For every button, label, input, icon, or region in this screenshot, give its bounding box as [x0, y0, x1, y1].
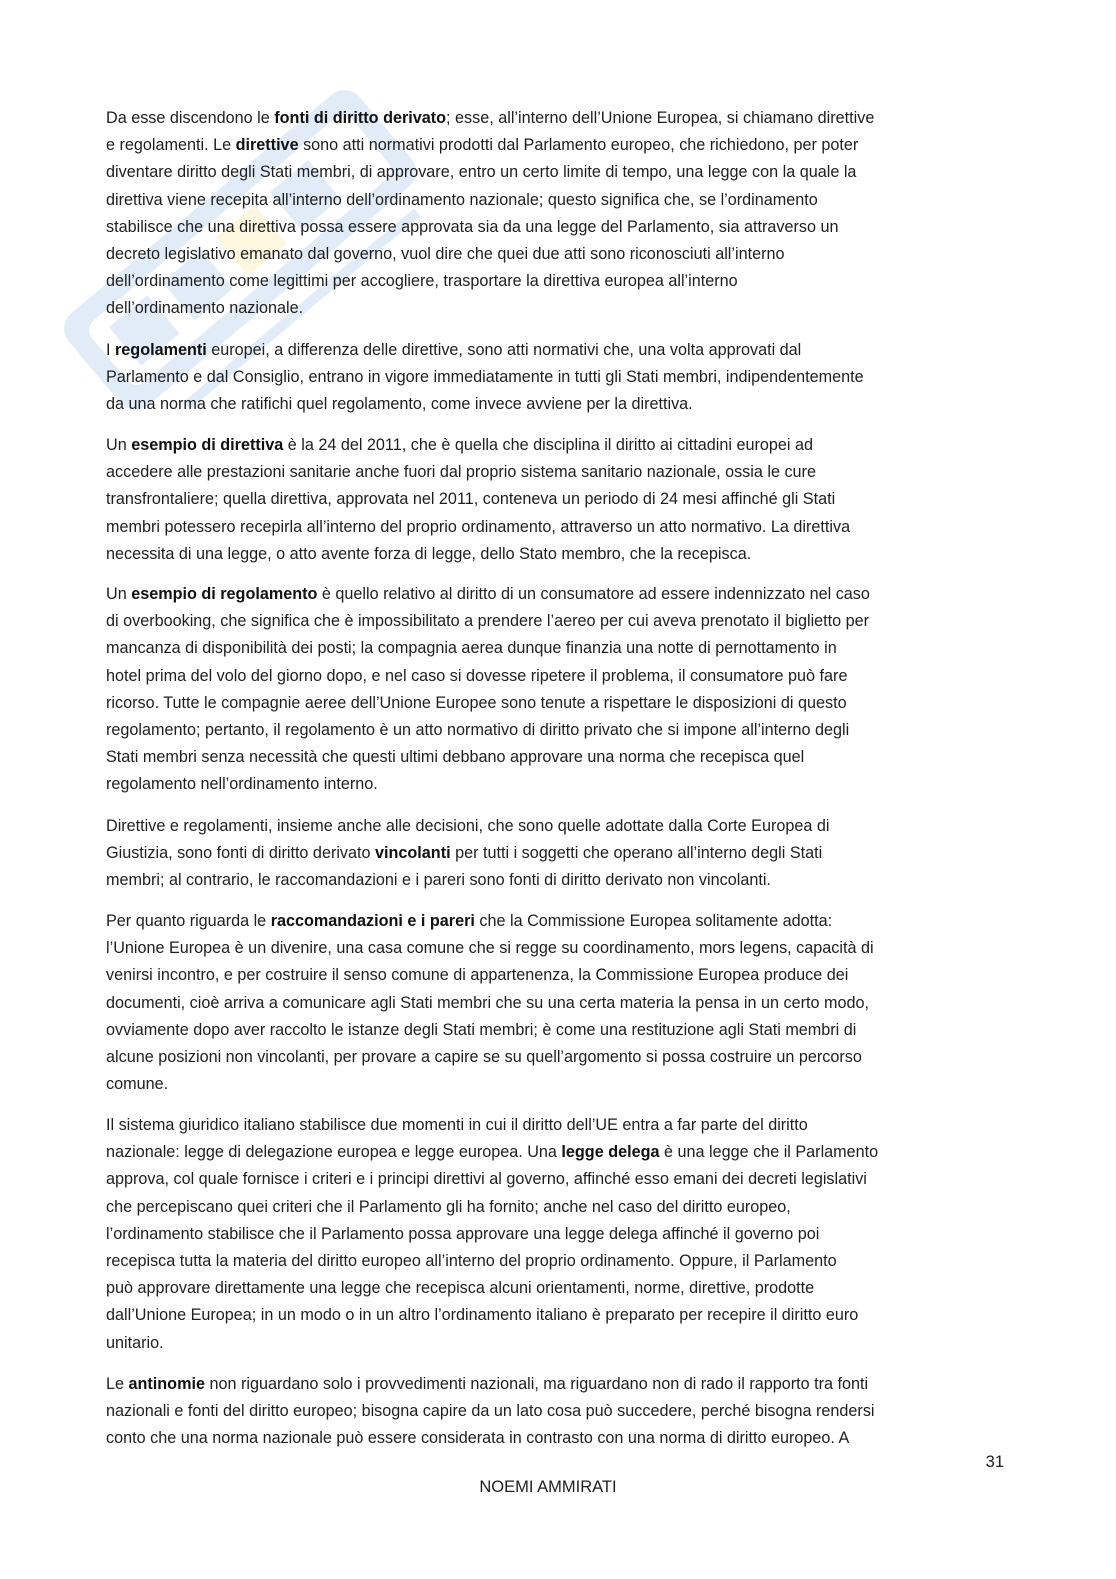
paragraph: [106, 337, 1006, 419]
text-run: Giustizia, sono fonti di diritto derivato: [106, 844, 376, 863]
text-line: [106, 1017, 1006, 1044]
text-line: [106, 1221, 1006, 1248]
paragraph: [106, 581, 1006, 799]
text-run: necessita di una legge, o atto avente forza di legge, dello Stato membro, che la recepisca.: [106, 544, 752, 563]
text-line: [106, 1371, 1006, 1398]
text-line: [106, 541, 1006, 568]
text-line: [106, 295, 1006, 322]
bold-term: raccomandazioni e i pareri: [270, 912, 475, 930]
text-line: [106, 1194, 1006, 1221]
text-run: che la Commissione Europea solitamente adotta:: [474, 912, 833, 930]
text-run: Direttive e regolamenti, insieme anche alle decisioni, che sono quelle adottate dalla Corte Europea di: [106, 817, 830, 835]
text-line: [106, 608, 1006, 635]
text-run: hotel prima del volo del giorno dopo, e nel caso si dovesse ripetere il problema, il consumatore può fare: [106, 666, 848, 685]
text-run: comune.: [106, 1075, 169, 1094]
bold-term: legge delega: [561, 1143, 660, 1162]
text-line: [106, 1112, 1006, 1139]
text-run: unitario.: [106, 1333, 164, 1352]
text-run: Parlamento e dal Consiglio, entrano in vigore immediatamente in tutti gli Stati membri, indipendentemente: [106, 368, 864, 387]
text-run: diventare diritto degli Stati membri, di approvare, entro un certo limite di tempo, una legge con la quale la: [106, 163, 857, 182]
text-run: dell’ordinamento come legittimi per accogliere, trasportare la direttiva europea all’interno: [106, 272, 738, 291]
text-line: [106, 771, 1006, 798]
paragraph: [106, 432, 1006, 568]
text-line: [106, 1275, 1006, 1302]
text-line: [106, 690, 1006, 717]
text-line: [106, 635, 1006, 662]
text-line: [106, 459, 1006, 486]
text-line: [106, 337, 1006, 364]
text-line: [106, 159, 1006, 186]
text-line: [106, 486, 1006, 513]
text-run: regolamento nell’ordinamento interno.: [106, 775, 378, 794]
text-run: decreto legislativo emanato dal governo, vuol dire che quei due atti sono riconosciuti all’interno: [106, 244, 785, 263]
text-run: transfrontaliere; quella direttiva, approvata nel 2011, conteneva un periodo di 24 mesi affinché gli Stati: [106, 490, 836, 509]
text-run: mancanza di disponibilità dei posti; la compagnia aerea dunque finanzia una notte di pernottamento in: [106, 639, 837, 658]
text-run: dall’Unione Europea; in un modo o in un altro l’ordinamento italiano è preparato per recepire il diritto euro: [106, 1306, 859, 1325]
text-run: documenti, cioè arriva a comunicare agli Stati membri che su una certa materia la pensa in un certo modo,: [106, 993, 869, 1012]
bold-term: fonti di diritto derivato: [274, 109, 447, 127]
paragraph: [106, 908, 1006, 1098]
text-line: [106, 1044, 1006, 1071]
paragraph: [106, 1112, 1006, 1357]
text-run: di overbooking, che significa che è impossibilitato a prendere l’aereo per cui aveva prenotato il biglietto per: [106, 612, 870, 631]
bold-term: regolamenti: [115, 341, 207, 359]
text-run: ; esse, all’interno dell’Unione Europea, si chiamano direttive: [446, 109, 875, 127]
paragraph: [106, 813, 1006, 895]
text-run: è la 24 del 2011, che è quella che disciplina il diritto ai cittadini europei ad: [283, 436, 813, 454]
text-run: Per quanto riguarda le: [106, 912, 271, 930]
text-line: [106, 241, 1006, 268]
text-line: [106, 1302, 1006, 1329]
text-run: recepisca tutta la materia del diritto europeo all’interno del proprio ordinamento. Oppure, il Parlamento: [106, 1251, 837, 1270]
text-run: e regolamenti. Le: [106, 136, 236, 155]
text-run: stabilisce che una direttiva possa essere approvata sia da una legge del Parlamento, sia attraverso un: [106, 217, 839, 236]
text-line: [106, 813, 1006, 840]
text-line: [106, 214, 1006, 241]
text-run: alcune posizioni non vincolanti, per provare a capire se su quell’argomento si possa costruire un percorso: [106, 1047, 862, 1066]
text-run: Da esse discendono le: [106, 109, 275, 127]
text-run: regolamento; pertanto, il regolamento è un atto normativo di diritto privato che si impone all’interno degli: [106, 720, 850, 739]
text-line: [106, 581, 1006, 608]
text-line: [106, 1425, 1006, 1452]
text-line: [106, 990, 1006, 1017]
bold-term: antinomie: [128, 1375, 205, 1393]
bold-term: esempio di direttiva: [131, 436, 284, 454]
text-line: [106, 867, 1006, 894]
text-run: Stati membri senza necessità che questi ultimi debbano approvare una norma che recepisca quel: [106, 748, 805, 767]
text-line: [106, 105, 1006, 132]
text-line: [106, 840, 1006, 867]
text-run: Un: [106, 585, 132, 603]
text-line: [106, 717, 1006, 744]
text-line: [106, 1398, 1006, 1425]
text-run: da una norma che ratifichi quel regolamento, come invece avviene per la direttiva.: [106, 395, 693, 414]
text-run: accedere alle prestazioni sanitarie anche fuori dal proprio sistema sanitario nazionale, ossia le cure: [106, 463, 816, 482]
text-line: [106, 962, 1006, 989]
text-run: ricorso. Tutte le compagnie aeree dell’Unione Europee sono tenute a rispettare le disposizioni di questo: [106, 693, 847, 712]
text-run: l’ordinamento stabilisce che il Parlamento possa approvare una legge delega affinché il governo poi: [106, 1224, 820, 1243]
text-run: membri; al contrario, le raccomandazioni e i pareri sono fonti di diritto derivato non vincolanti.: [106, 871, 771, 890]
text-run: Le: [106, 1375, 129, 1393]
text-run: venirsi incontro, e per costruire il senso comune di appartenenza, la Commissione Europea produce dei: [106, 966, 849, 985]
text-run: è una legge che il Parlamento: [659, 1143, 879, 1162]
text-run: sono atti normativi prodotti dal Parlamento europeo, che richiedono, per poter: [298, 136, 859, 155]
text-line: [106, 1248, 1006, 1275]
text-run: è quello relativo al diritto di un consumatore ad essere indennizzato nel caso: [317, 585, 870, 603]
text-run: nazionali e fonti del diritto europeo; bisogna capire da un lato cosa può succedere, perché bisogna rendersi: [106, 1402, 875, 1421]
page-number: 31: [985, 1453, 1004, 1471]
text-line: [106, 908, 1006, 935]
text-run: non riguardano solo i provvedimenti nazionali, ma riguardano non di rado il rapporto tra fonti: [204, 1375, 869, 1393]
text-line: [106, 1330, 1006, 1357]
text-run: conto che una norma nazionale può essere considerata in contrasto con una norma di diritto europeo. A: [106, 1429, 850, 1448]
text-run: l’Unione Europea è un divenire, una casa comune che si regge su coordinamento, mors legens, capacità di: [106, 939, 874, 958]
text-run: dell’ordinamento nazionale.: [106, 299, 304, 318]
footer-author: NOEMI AMMIRATI: [479, 1478, 617, 1496]
text-line: [106, 514, 1006, 541]
bold-term: vincolanti: [375, 844, 451, 863]
text-run: I: [106, 341, 115, 359]
text-run: europei, a differenza delle direttive, sono atti normativi che, una volta approvati dal: [206, 341, 802, 359]
text-run: membri potessero recepirla all’interno del proprio ordinamento, attraverso un atto normativo. La direttiva: [106, 517, 851, 536]
text-line: [106, 1166, 1006, 1193]
text-run: direttiva viene recepita all’interno dell’ordinamento nazionale; questo significa che, se l’ordinamento: [106, 190, 818, 209]
paragraph: [106, 1371, 1006, 1453]
text-run: ovviamente dopo aver raccolto le istanze degli Stati membri; è come una restituzione agli Stati membri di: [106, 1020, 857, 1039]
text-run: nazionale: legge di delegazione europea e legge europea. Una: [106, 1143, 562, 1162]
text-run: che percepiscano quei criteri che il Parlamento gli ha fornito; anche nel caso del diritto europeo,: [106, 1197, 791, 1216]
text-line: [106, 744, 1006, 771]
text-line: [106, 187, 1006, 214]
text-line: [106, 1071, 1006, 1098]
text-run: Il sistema giuridico italiano stabilisce due momenti in cui il diritto dell’UE entra a far parte del diritto: [106, 1116, 808, 1134]
text-line: [106, 132, 1006, 159]
text-run: approva, col quale fornisce i criteri e i principi direttivi al governo, affinché esso emani dei decreti legislativi: [106, 1170, 867, 1189]
text-run: Un: [106, 436, 132, 454]
text-run: per tutti i soggetti che operano all’interno degli Stati: [450, 844, 823, 863]
text-line: [106, 935, 1006, 962]
bold-term: direttive: [235, 136, 299, 155]
text-line: [106, 364, 1006, 391]
bold-term: esempio di regolamento: [131, 585, 318, 603]
paragraph: [106, 105, 1006, 323]
text-run: può approvare direttamente una legge che recepisca alcuni orientamenti, norme, direttive, prodotte: [106, 1279, 815, 1298]
text-line: [106, 391, 1006, 418]
text-line: [106, 1139, 1006, 1166]
text-line: [106, 432, 1006, 459]
text-line: [106, 268, 1006, 295]
text-line: [106, 663, 1006, 690]
